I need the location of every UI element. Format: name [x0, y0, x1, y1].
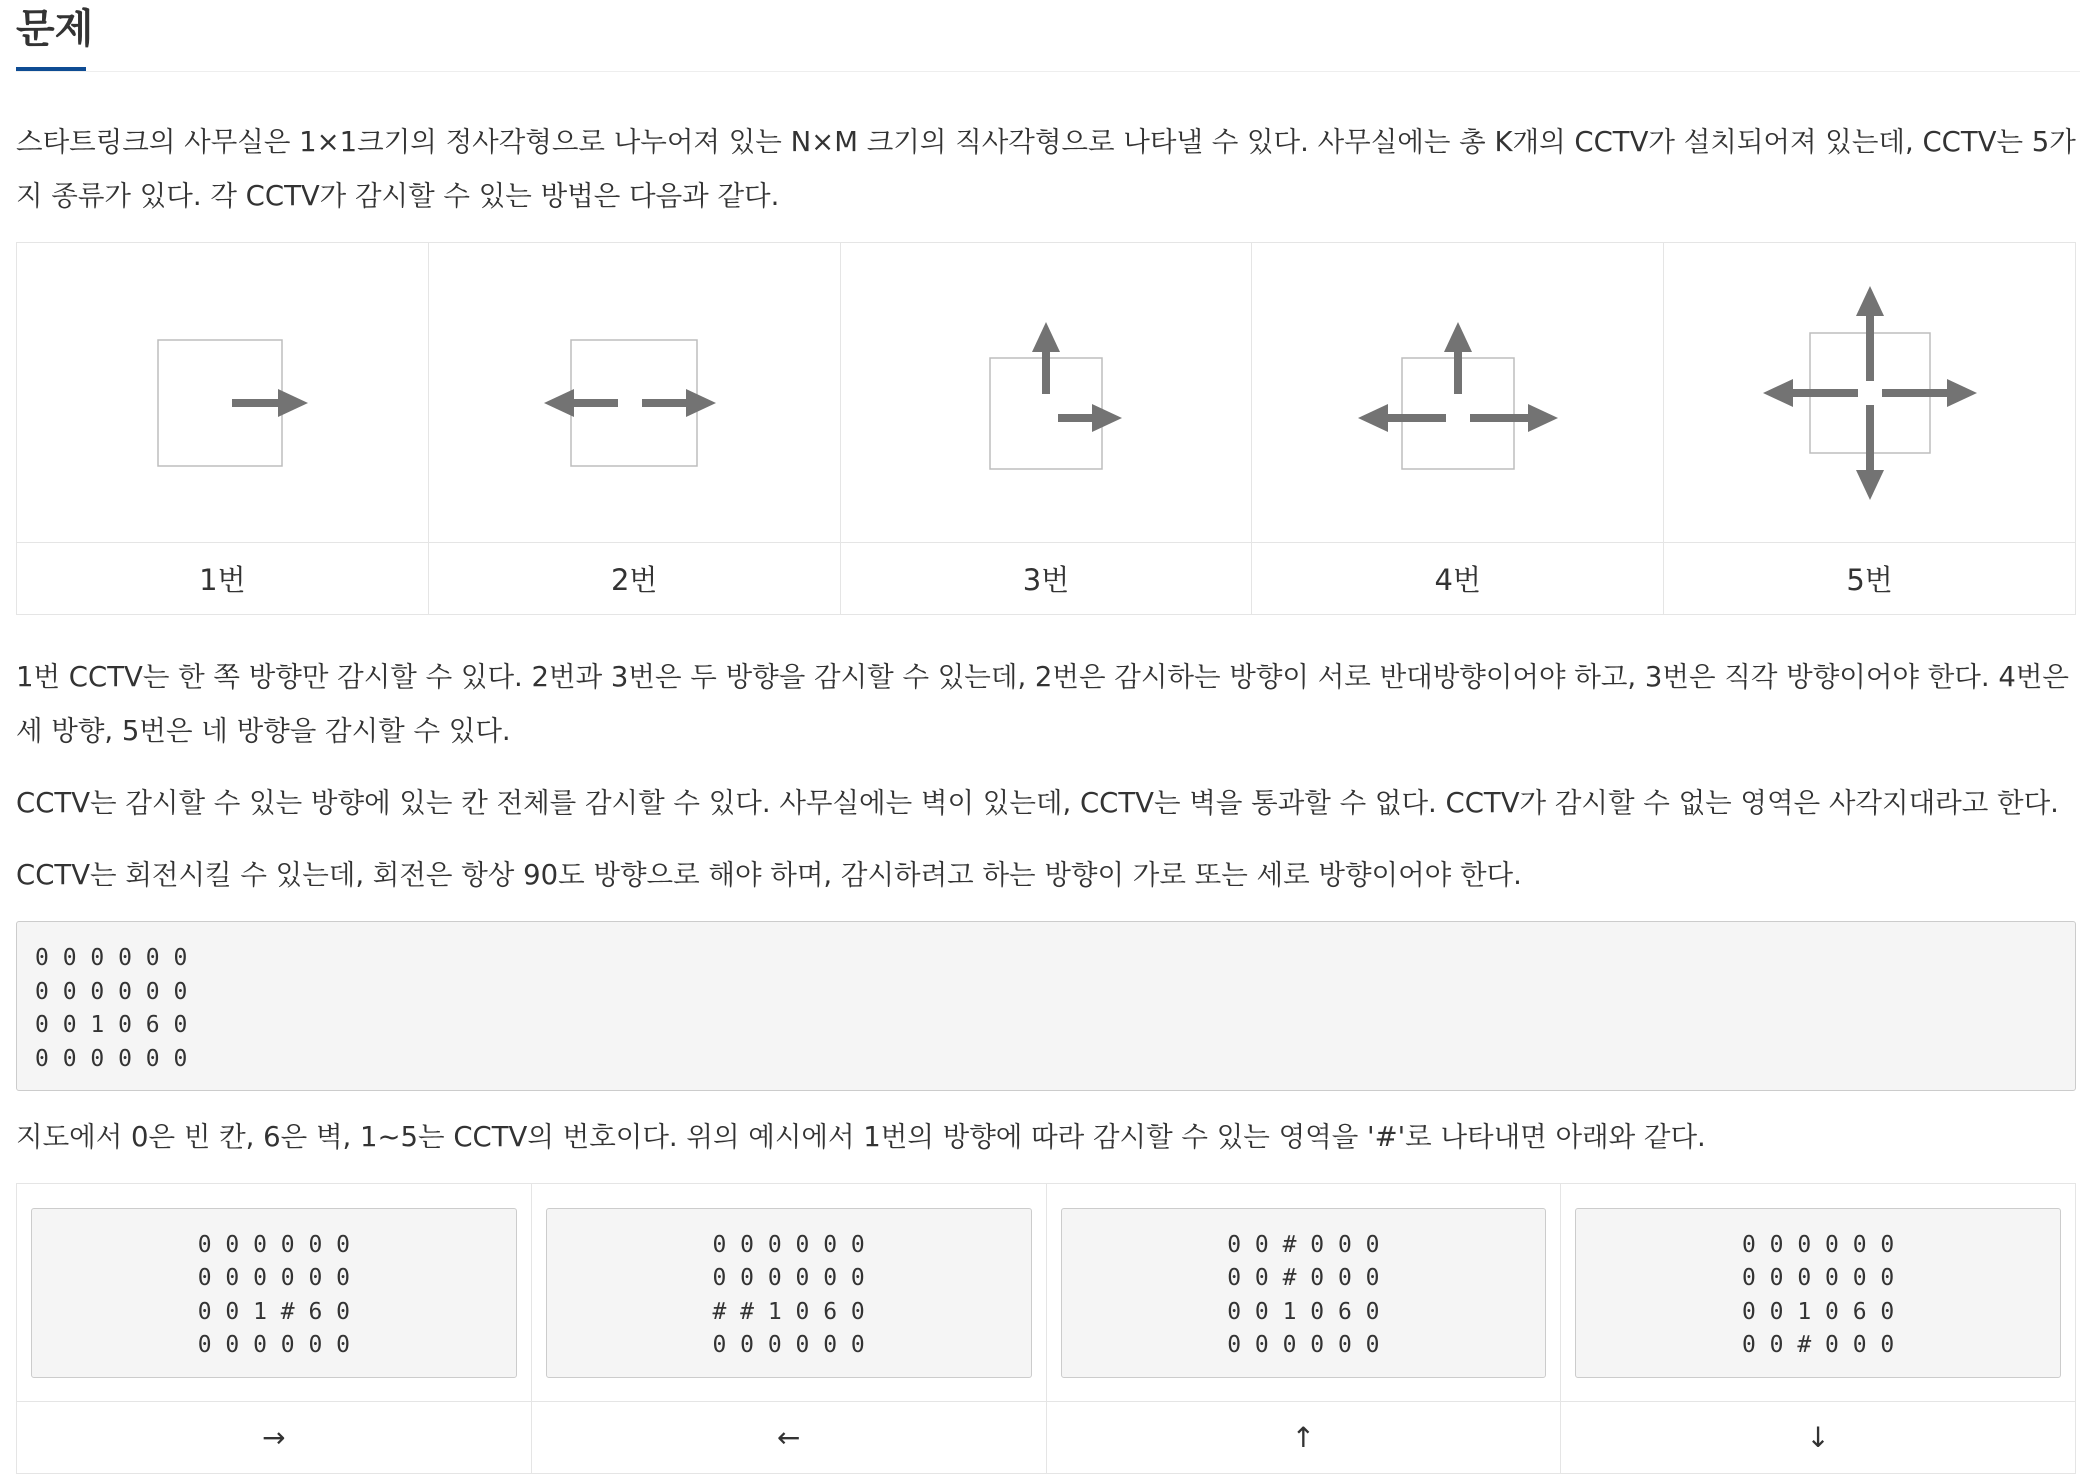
direction-example-down — [1561, 1184, 2076, 1402]
direction-examples-table — [16, 1183, 2076, 1474]
cctv-label-1: 1번 — [17, 543, 429, 615]
cctv-2-icon — [514, 313, 754, 473]
cctv-figure-4 — [1252, 243, 1664, 543]
cctv-types-table — [16, 242, 2076, 615]
direction-grid-down: 0 0 0 0 0 0 0 0 0 0 0 0 0 0 1 0 6 0 0 0 # 0 0 0 — [1575, 1208, 2061, 1378]
cctv-3-icon — [946, 308, 1146, 478]
cctv-4-icon — [1348, 308, 1568, 478]
cctv-label-4: 4번 — [1252, 543, 1664, 615]
cctv-label-2: 2번 — [428, 543, 840, 615]
arrow-left-icon: ← — [531, 1402, 1046, 1474]
cctv-5-icon — [1755, 278, 1985, 508]
paragraph-rotation: CCTV는 회전시킬 수 있는데, 회전은 항상 90도 방향으로 해야 하며, 감시하려고 하는 방향이 가로 또는 세로 방향이어야 한다. — [16, 859, 1522, 891]
problem-header — [16, 0, 2080, 72]
intro-paragraph: 스타트링크의 사무실은 1×1크기의 정사각형으로 나누어져 있는 N×M 크기의 직사각형으로 나타낼 수 있다. 사무실에는 총 K개의 CCTV가 설치되어져 있는데, CCTV는 5가지 종류가 있다. 각 CCTV가 감시할 수 있는 방법은 다음과 같다. — [16, 126, 2076, 212]
cctv-figure-3 — [840, 243, 1252, 543]
direction-example-up — [1046, 1184, 1561, 1402]
direction-example-right — [17, 1184, 532, 1402]
direction-grid-right: 0 0 0 0 0 0 0 0 0 0 0 0 0 0 1 # 6 0 0 0 0 0 0 0 — [31, 1208, 517, 1378]
cctv-figure-5 — [1664, 243, 2076, 543]
paragraph-map-legend: 지도에서 0은 빈 칸, 6은 벽, 1~5는 CCTV의 번호이다. 위의 예시에서 1번의 방향에 따라 감시할 수 있는 영역을 '#'로 나타내면 아래와 같다. — [16, 1121, 1706, 1153]
title-underline — [16, 67, 86, 71]
arrow-up-icon: ↑ — [1046, 1402, 1561, 1474]
example-grid: 0 0 0 0 0 0 0 0 0 0 0 0 0 0 1 0 6 0 0 0 0 0 0 0 — [16, 921, 2076, 1091]
cctv-label-5: 5번 — [1664, 543, 2076, 615]
paragraph-cctv-directions: 1번 CCTV는 한 쪽 방향만 감시할 수 있다. 2번과 3번은 두 방향을 감시할 수 있는데, 2번은 감시하는 방향이 서로 반대방향이어야 하고, 3번은 직각 방향이어야 한다. 4번은 세 방향, 5번은 네 방향을 감시할 수 있다. — [16, 661, 2069, 747]
cctv-1-icon — [122, 313, 322, 473]
arrow-down-icon: ↓ — [1561, 1402, 2076, 1474]
arrow-right-icon: → — [17, 1402, 532, 1474]
paragraph-surveillance: CCTV는 감시할 수 있는 방향에 있는 칸 전체를 감시할 수 있다. 사무실에는 벽이 있는데, CCTV는 벽을 통과할 수 없다. CCTV가 감시할 수 없는 영역은 사각지대라고 한다. — [16, 787, 2059, 819]
cctv-figure-2 — [428, 243, 840, 543]
direction-grid-left: 0 0 0 0 0 0 0 0 0 0 0 0 # # 1 0 6 0 0 0 0 0 0 0 — [546, 1208, 1032, 1378]
cctv-figure-1 — [17, 243, 429, 543]
direction-example-left — [531, 1184, 1046, 1402]
direction-grid-up: 0 0 # 0 0 0 0 0 # 0 0 0 0 0 1 0 6 0 0 0 0 0 0 0 — [1061, 1208, 1547, 1378]
cctv-label-3: 3번 — [840, 543, 1252, 615]
page-title: 문제 — [16, 6, 94, 52]
